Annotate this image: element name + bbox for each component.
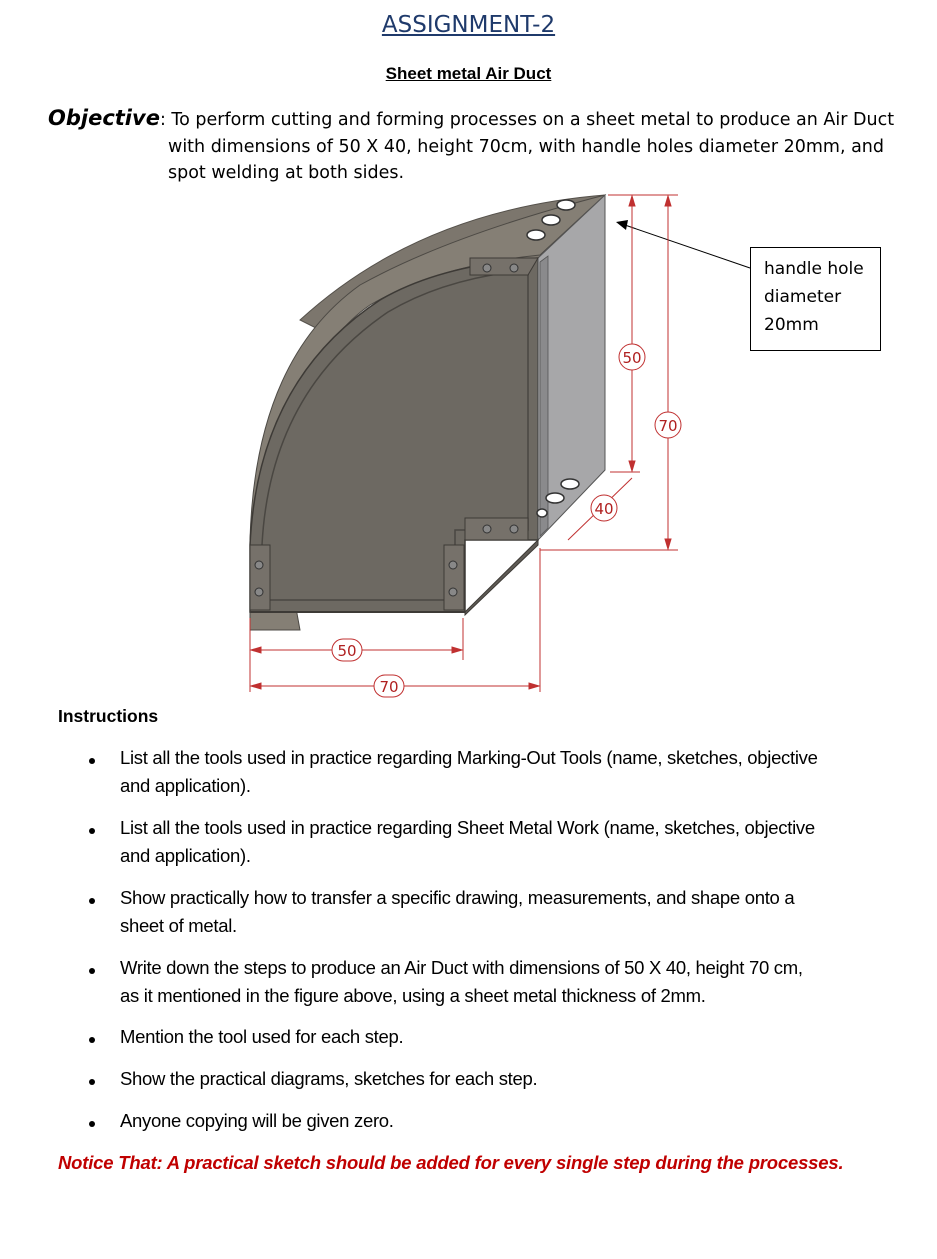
callout-arrow [616, 220, 628, 230]
assignment-subtitle: Sheet metal Air Duct [385, 64, 552, 83]
instructions-heading: Instructions [58, 706, 159, 726]
dimension-vertical-50 [610, 195, 640, 472]
callout-leader [622, 224, 750, 268]
instruction-item-1: List all the tools used in practice regarding Marking-Out Tools (name, sketches, objective and application). [120, 747, 818, 796]
objective-line-1 [48, 106, 895, 130]
rivet [449, 588, 457, 596]
dimension-label-bottom-inner: 50 [337, 642, 357, 660]
dimension-label-vertical-inner: 50 [622, 349, 642, 367]
bullet-icon [89, 898, 95, 904]
duct-side-flange [540, 256, 548, 536]
callout-line-1: handle hole [764, 259, 864, 279]
handle-hole [542, 215, 560, 225]
bullet-icon [89, 1079, 95, 1085]
left-flange [250, 545, 270, 610]
handle-hole [561, 479, 579, 489]
rivet [510, 525, 518, 533]
bullet-icon [89, 828, 95, 834]
objective-line-3: spot welding at both sides. [168, 163, 405, 183]
handle-hole [546, 493, 564, 503]
bullet-icon [89, 968, 95, 974]
callout-line-3: 20mm [764, 315, 819, 335]
rivet [449, 561, 457, 569]
objective-label: Objective [48, 106, 160, 130]
objective-line-2: with dimensions of 50 X 40, height 70cm, with handle holes diameter 20mm, and [168, 137, 884, 157]
rivet [255, 561, 263, 569]
handle-hole [537, 509, 547, 517]
right-flange [444, 545, 464, 610]
instruction-item-3: Show practically how to transfer a specific drawing, measurements, and shape onto a sheet of metal. [120, 887, 795, 936]
rivet [255, 588, 263, 596]
handle-hole [557, 200, 575, 210]
duct-front-face [250, 258, 538, 612]
notice-text: Notice That: A practical sketch should be added for every single step during the processes. [58, 1152, 844, 1173]
top-flange [470, 258, 538, 275]
dimension-label-bottom-outer: 70 [379, 678, 399, 696]
objective-text-1: : To perform cutting and forming processes on a sheet metal to produce an Air Duct [159, 110, 895, 130]
assignment-title: ASSIGNMENT-2 [381, 12, 556, 38]
rivet [483, 525, 491, 533]
bottom-flange [465, 518, 528, 540]
bullet-icon [89, 1121, 95, 1127]
instruction-item-5: Mention the tool used for each step. [120, 1026, 404, 1047]
dimension-label-vertical-outer: 70 [658, 417, 678, 435]
callout-line-2: diameter [764, 287, 842, 307]
rivet [483, 264, 491, 272]
instruction-item-6: Show the practical diagrams, sketches for each step. [120, 1068, 538, 1089]
rivet [510, 264, 518, 272]
duct-lower-box [465, 540, 538, 615]
bullet-icon [89, 758, 95, 764]
instruction-item-2: List all the tools used in practice regarding Sheet Metal Work (name, sketches, objective and application). [120, 817, 815, 866]
instruction-item-7: Anyone copying will be given zero. [120, 1110, 394, 1131]
handle-hole [527, 230, 545, 240]
handle-hole-callout [750, 247, 881, 351]
dimension-label-depth: 40 [594, 500, 614, 518]
instruction-item-4: Write down the steps to produce an Air Duct with dimensions of 50 X 40, height 70 cm, as it mentioned in the figure above, using a sheet metal thickness of 2mm. [120, 957, 803, 1006]
bullet-icon [89, 1037, 95, 1043]
